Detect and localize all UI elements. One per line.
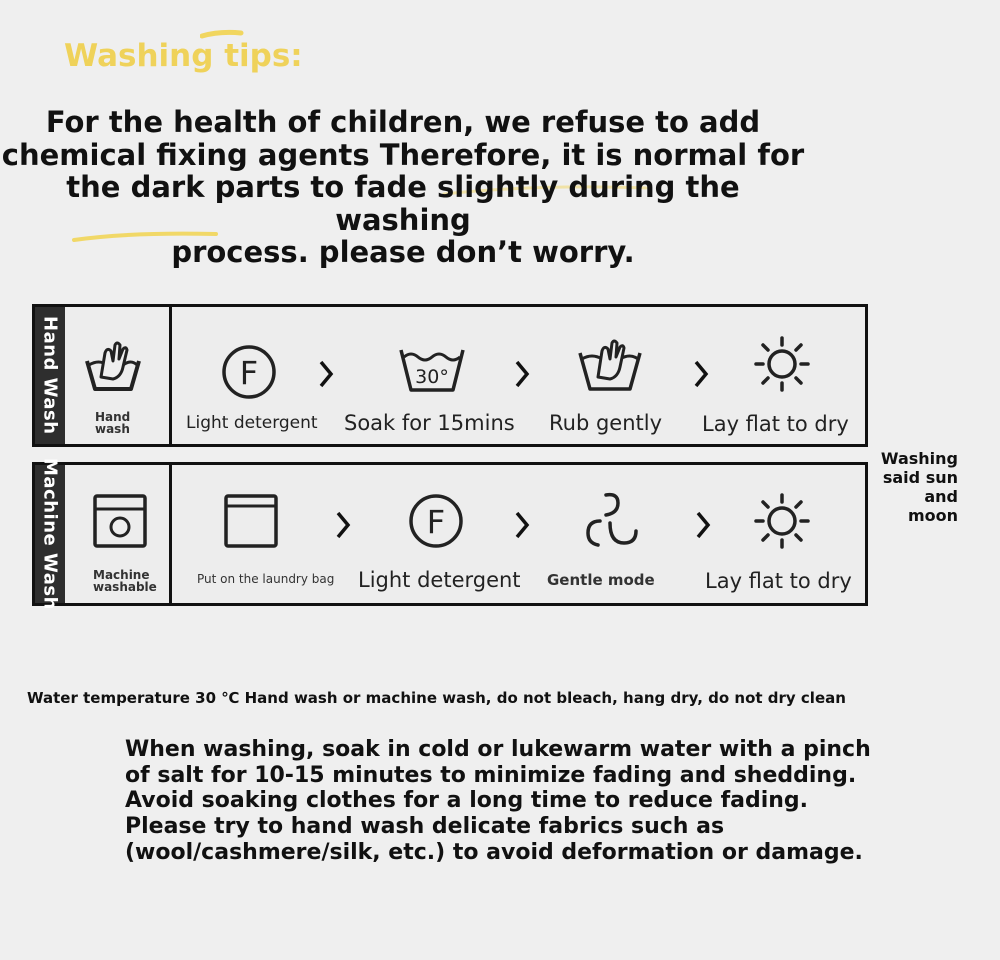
step-label: Soak for 15mins: [344, 411, 515, 435]
machine-wash-tab-label: Machine Wash: [39, 458, 61, 610]
hand-wash-tub-icon: [83, 337, 143, 393]
hand-wash-summary-line: Hand: [95, 410, 131, 424]
machine-wash-tab: [35, 458, 65, 610]
hand-wash-panel: [32, 304, 868, 447]
intro-line: For the health of children, we refuse to add: [45, 105, 761, 139]
hand-wash-summary-label: [95, 411, 130, 435]
machine-wash-summary-line: washable: [93, 580, 157, 594]
laundry-bag-icon: [223, 493, 279, 549]
chevron-right-icon: [695, 510, 711, 540]
chevron-right-icon: [693, 359, 709, 389]
intro-line: chemical fixing agents Therefore, it is normal for: [1, 137, 805, 172]
intro-text: [0, 106, 806, 269]
step-label: Gentle mode: [547, 571, 655, 589]
care-paragraph-line: of salt for 10-15 minutes to minimize fading and shedding.: [125, 762, 857, 788]
washing-machine-icon: [92, 493, 148, 549]
step-label: Light detergent: [358, 568, 521, 592]
hand-wash-tab: [35, 307, 65, 444]
sun-icon: [753, 492, 811, 550]
side-note-line: and: [924, 487, 958, 506]
step-label: Light detergent: [186, 413, 318, 433]
step-label: Lay flat to dry: [705, 569, 852, 593]
care-paragraph-line: Please try to hand wash delicate fabrics such as: [125, 814, 725, 840]
sun-icon: [753, 335, 811, 393]
machine-wash-summary-label: [93, 569, 157, 593]
svg-text:30°: 30°: [415, 366, 449, 388]
hand-wash-divider: [169, 307, 172, 444]
machine-wash-divider: [169, 465, 172, 603]
svg-text:F: F: [426, 503, 446, 541]
intro-line: the dark parts to fade slightly during the washing: [66, 170, 740, 237]
step-label: Lay flat to dry: [702, 412, 849, 436]
chevron-right-icon: [335, 510, 351, 540]
svg-text:F: F: [239, 354, 259, 392]
f-circle-icon: [408, 493, 464, 549]
chevron-right-icon: [514, 510, 530, 540]
care-paragraph: [125, 737, 885, 866]
care-paragraph-line: When washing, soak in cold or lukewarm water with a pinch: [125, 737, 871, 762]
machine-wash-summary-line: Machine: [93, 568, 150, 582]
gentle-mode-icon: [584, 491, 640, 549]
washing-tips-heading: Washing tips:: [64, 38, 303, 74]
chevron-right-icon: [514, 359, 530, 389]
hand-wash-summary-line: wash: [95, 422, 130, 436]
temperature-note: Water temperature 30 ℃ Hand wash or machine wash, do not bleach, hang dry, do not dry clean: [27, 689, 846, 707]
intro-line: process. please don’t worry.: [171, 235, 635, 269]
side-note: [872, 449, 958, 525]
30-degree-wash-tub-icon: [399, 347, 465, 393]
hand-wash-tub-icon: [578, 339, 642, 393]
step-label: Put on the laundry bag: [197, 572, 335, 586]
care-paragraph-line: Avoid soaking clothes for a long time to reduce fading.: [125, 788, 809, 814]
chevron-right-icon: [318, 359, 334, 389]
machine-wash-panel: [32, 458, 868, 610]
care-paragraph-line: (wool/cashmere/silk, etc.) to avoid deformation or damage.: [125, 839, 863, 865]
side-note-line: said sun: [882, 468, 958, 487]
side-note-line: moon: [907, 506, 958, 525]
f-circle-icon: [221, 344, 277, 400]
hand-wash-tab-label: Hand Wash: [39, 316, 61, 435]
side-note-line: Washing: [880, 449, 958, 468]
step-label: Rub gently: [549, 411, 663, 435]
